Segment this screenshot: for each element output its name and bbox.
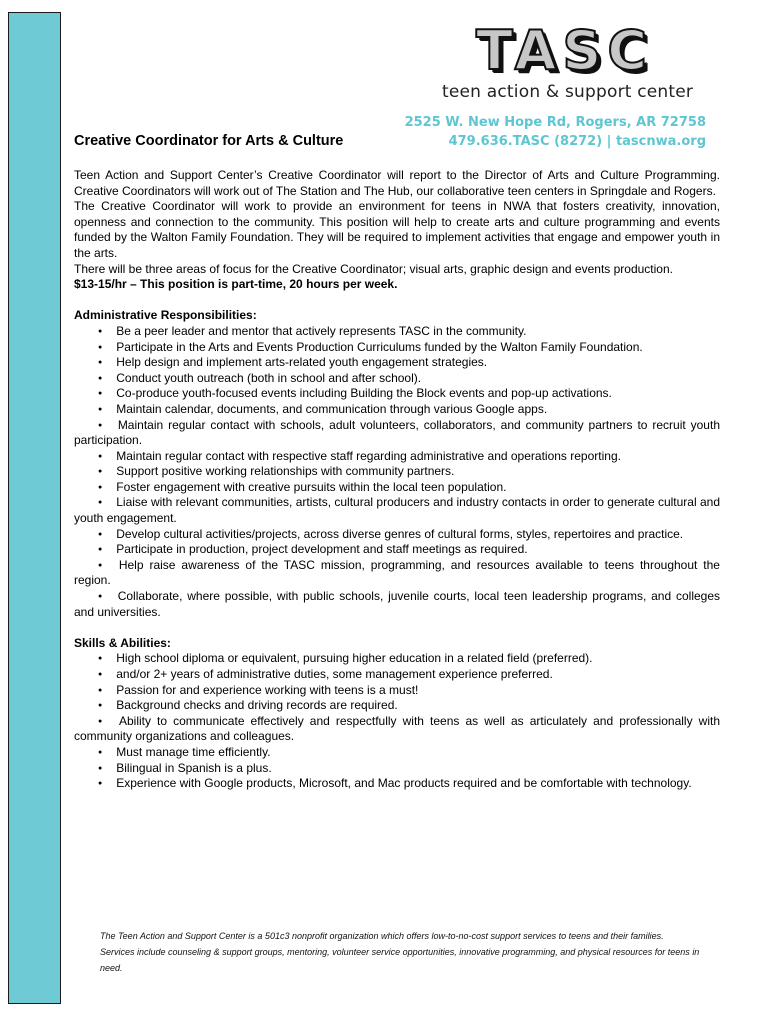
admin-item: ● Participate in production, project development and staff meetings as required.: [74, 542, 720, 558]
admin-item: ● Maintain regular contact with respective staff regarding administrative and operations reporting.: [74, 449, 720, 465]
admin-item: ● Conduct youth outreach (both in school and after school).: [74, 371, 720, 387]
admin-item: ● Maintain calendar, documents, and communication through various Google apps.: [74, 402, 720, 418]
admin-item: ● Liaise with relevant communities, artists, cultural producers and industry contacts in order to generate cultural and youth engagement.: [74, 495, 720, 526]
admin-item: ● Foster engagement with creative pursuits within the local teen population.: [74, 480, 720, 496]
contact-block: [405, 113, 706, 151]
skills-item: ● Background checks and driving records are required.: [74, 698, 720, 714]
admin-heading: Administrative Responsibilities:: [74, 308, 257, 323]
address-line: 2525 W. New Hope Rd, Rogers, AR 72758: [404, 115, 706, 130]
admin-item: ● Collaborate, where possible, with public schools, juvenile courts, local teen leadership programs, and colleges and universities.: [74, 589, 720, 620]
skills-item: ● High school diploma or equivalent, pursuing higher education in a related field (preferred).: [74, 651, 720, 667]
side-accent-bar: [8, 12, 61, 1004]
skills-item: ● and/or 2+ years of administrative duties, some management experience preferred.: [74, 667, 720, 683]
logo-wordmark: TASC: [476, 19, 653, 82]
logo-tagline: teen action & support center: [442, 82, 694, 102]
skills-item: ● Ability to communicate effectively and respectfully with teens as well as articulately and professionally with community organizations and colleagues.: [74, 714, 720, 745]
intro-paragraph: The Creative Coordinator will work to provide an environment for teens in NWA that fosters creativity, innovation, openness and connection to the community. This position will help to create arts and culture programming and events funded by the Walton Family Foundation. They will be required to implement activities that engage and empower youth in the arts.: [74, 199, 720, 260]
skills-heading: Skills & Abilities:: [74, 635, 171, 650]
admin-item: ● Develop cultural activities/projects, across diverse genres of cultural forms, styles, repertoires and practice.: [74, 527, 720, 543]
skills-item: ● Passion for and experience working with teens is a must!: [74, 683, 720, 699]
phone-web-line: 479.636.TASC (8272) | tascnwa.org: [448, 134, 706, 149]
skills-item: ● Bilingual in Spanish is a plus.: [74, 761, 720, 777]
admin-item: ● Participate in the Arts and Events Production Curriculums funded by the Walton Family Foundation.: [74, 340, 720, 356]
admin-item: ● Support positive working relationships with community partners.: [74, 464, 720, 480]
intro-paragraph: Teen Action and Support Center’s Creative Coordinator will report to the Director of Arts and Culture Programming. Creative Coordinators will work out of The Station and The Hub, our collaborative teen centers in Springdale and Rogers.: [74, 168, 720, 198]
job-title: Creative Coordinator for Arts & Culture: [74, 133, 344, 149]
admin-item: ● Be a peer leader and mentor that actively represents TASC in the community.: [74, 324, 720, 340]
admin-list: [74, 324, 720, 620]
intro-paragraph: There will be three areas of focus for the Creative Coordinator; visual arts, graphic design and events production.: [74, 261, 673, 276]
job-description: [74, 168, 720, 792]
tasc-logo: [440, 19, 700, 108]
skills-item: ● Experience with Google products, Microsoft, and Mac products required and be comfortable with technology.: [74, 776, 720, 792]
skills-item: ● Must manage time efficiently.: [74, 745, 720, 761]
skills-list: [74, 651, 720, 791]
admin-item: ● Co-produce youth-focused events including Building the Block events and pop-up activations.: [74, 386, 720, 402]
admin-item: ● Help design and implement arts-related youth engagement strategies.: [74, 355, 720, 371]
admin-item: ● Maintain regular contact with schools, adult volunteers, collaborators, and community partners to recruit youth participation.: [74, 418, 720, 449]
footer-note: The Teen Action and Support Center is a 501c3 nonprofit organization which offers low-to-no-cost support services to teens and their families. Services include counseling & support groups, mentoring, volunteer service opportunities, innovative programming, and physical resources for teens in need.: [100, 931, 700, 973]
pay-rate: $13-15/hr – This position is part-time, 20 hours per week.: [74, 277, 398, 292]
admin-item: ● Help raise awareness of the TASC mission, programming, and resources available to teens throughout the region.: [74, 558, 720, 589]
